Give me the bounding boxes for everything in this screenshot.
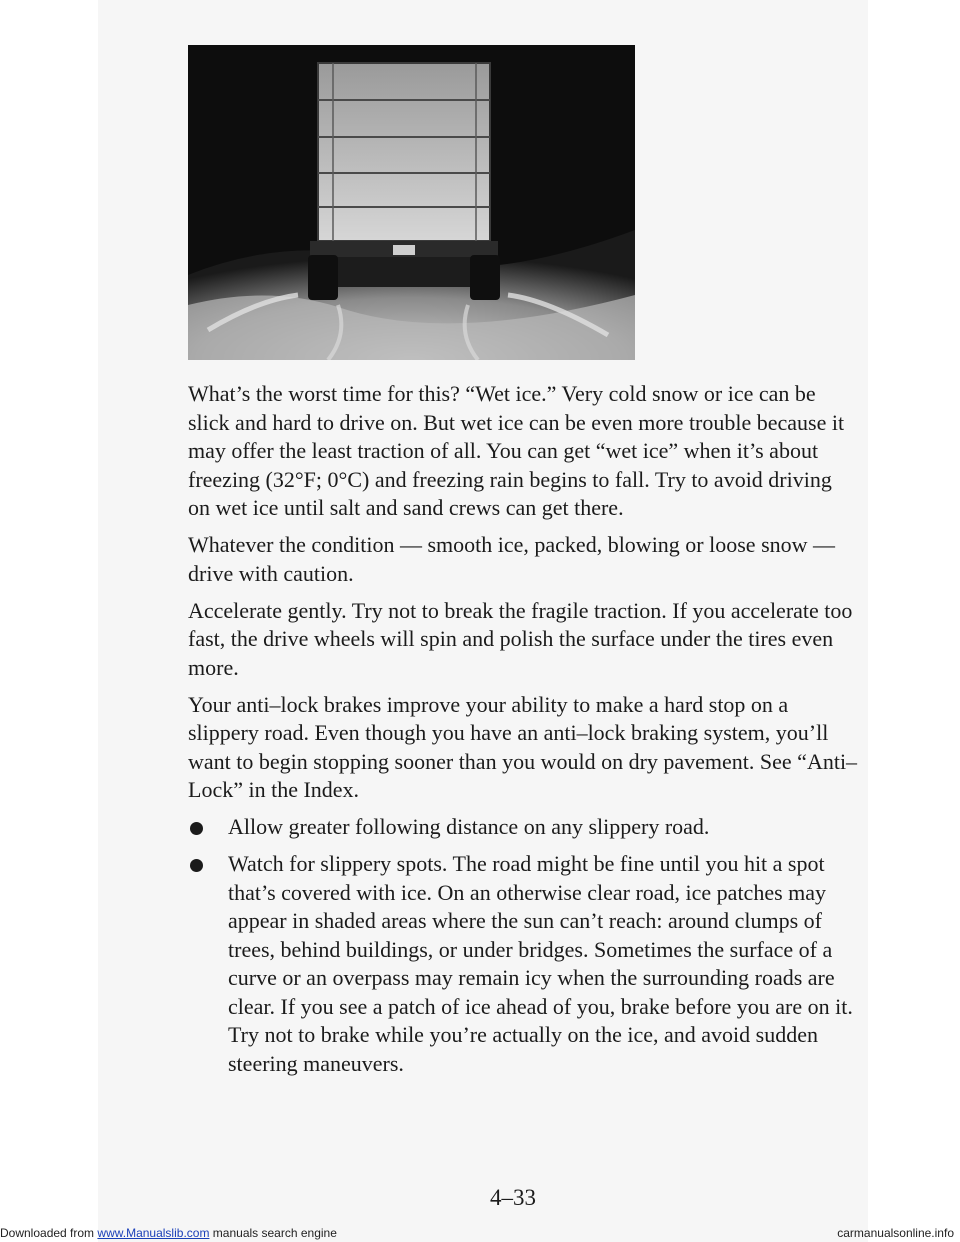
body-text — [188, 380, 858, 1087]
paragraph-wet-ice: What’s the worst time for this? “Wet ice.” Very cold snow or ice can be slick and hard to drive on. But wet ice can be even more trouble because it may offer the least traction of all. You can get “wet ice” when it’s about freezing (32°F; 0°C) and freezing rain begins to fall. Try to avoid driving on wet ice until salt and sand crews can get there. — [188, 381, 845, 520]
paragraph-condition: Whatever the condition — smooth ice, packed, blowing or loose snow — drive with caution. — [188, 532, 836, 586]
bullet-text: Watch for slippery spots. The road might be fine until you hit a spot that’s covered with ice. On an otherwise clear road, ice patches may appear in shaded areas where the sun can’t reach: around clumps of trees, behind buildings, or under bridges. Sometimes the surface of a curve or an overpass may remain icy when the surrounding roads are clear. If you see a patch of ice ahead of you, brake before you are on it. Try not to brake while you’re actually on the ice, and avoid sudden steering maneuvers. — [228, 851, 853, 1076]
footer-prefix: Downloaded from — [0, 1226, 95, 1240]
manualslib-link[interactable]: www.Manualslib.com — [97, 1226, 210, 1240]
bullet-list — [188, 813, 858, 1078]
download-footer — [0, 1226, 337, 1240]
footer-suffix: manuals search engine — [212, 1226, 337, 1240]
bullet-icon — [190, 822, 203, 835]
truck-in-snow-photo — [188, 45, 635, 360]
list-item — [188, 850, 858, 1078]
page-number: 4–33 — [490, 1185, 536, 1210]
paragraph-accelerate: Accelerate gently. Try not to break the fragile traction. If you accelerate too fast, the drive wheels will spin and polish the surface under the tires even more. — [188, 597, 853, 680]
watermark: carmanualsonline.info — [837, 1226, 954, 1240]
bullet-icon — [190, 859, 203, 872]
paragraph-anti-lock: Your anti–lock brakes improve your ability to make a hard stop on a slippery road. Even though you have an anti–lock braking system, you’ll want to begin stopping sooner than you would on dry pavement. See “Anti–Lock” in the Index. — [188, 691, 858, 802]
bullet-text: Allow greater following distance on any slippery road. — [228, 814, 710, 839]
list-item — [188, 813, 858, 842]
